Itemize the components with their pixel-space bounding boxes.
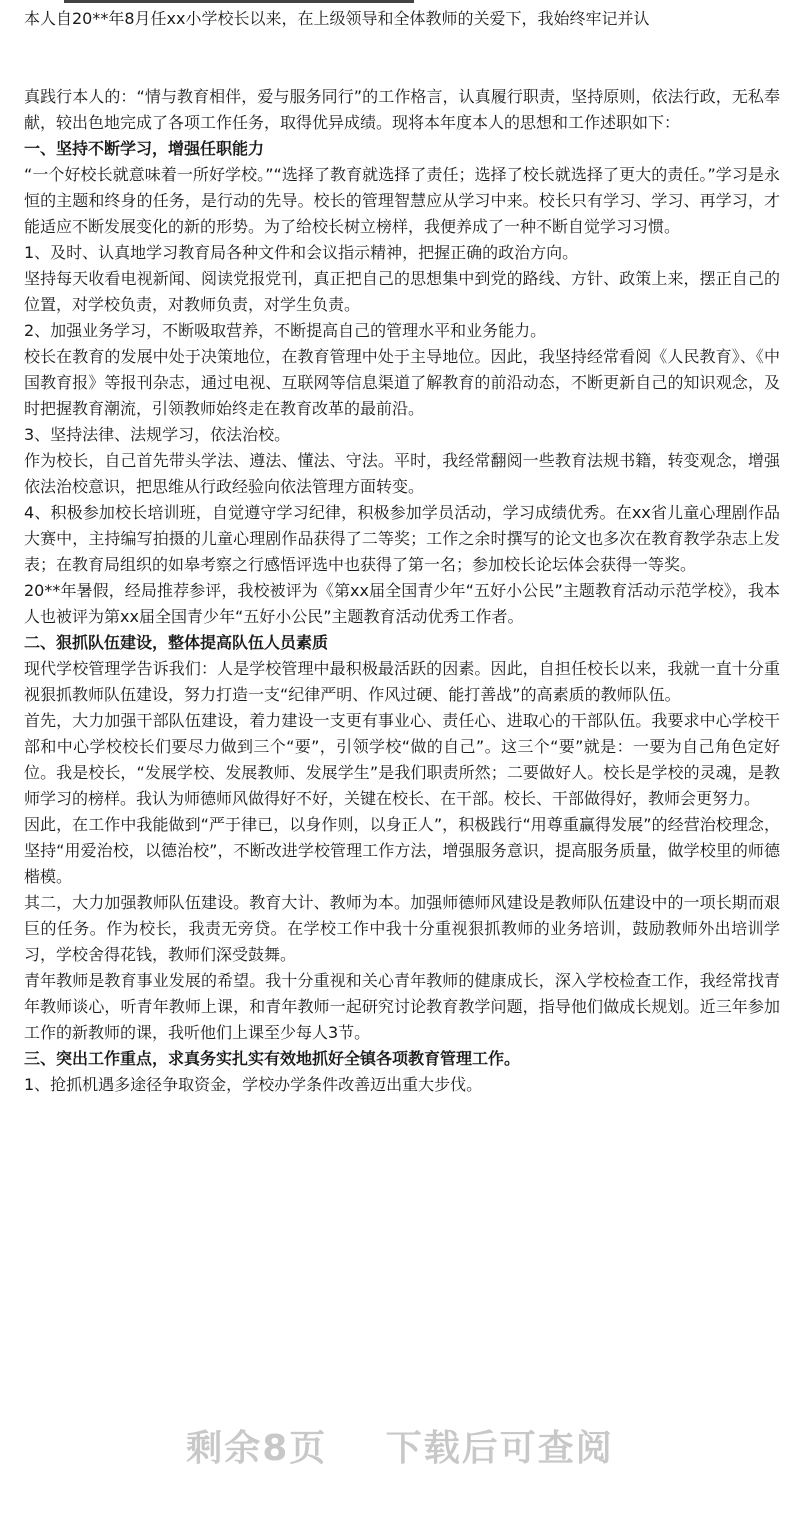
paragraph: 2、加强业务学习，不断吸取营养，不断提高自己的管理水平和业务能力。 [24,321,547,340]
download-to-view-label[interactable]: 下载后可查阅 [385,1428,614,1469]
paragraph: “一个好校长就意味着一所好学校。”“选择了教育就选择了责任；选择了校长就选择了更大的责任。”学习是永恒的主题和终身的任务，是行动的先导。校长的管理智慧应从学习中来。校长只有学习、学习、再学习，才能适应不断发展变化的新的形势。为了给校长树立榜样，我便养成了一种不断自觉学习习惯。 [24,165,780,236]
paragraph: 3、坚持法律、法规学习，依法治校。 [24,425,291,444]
spacer [24,32,780,84]
paragraph: 首先，大力加强干部队伍建设，着力建设一支更有事业心、责任心、进取心的干部队伍。我要求中心学校干部和中心学校校长们要尽力做到三个“要”，引领学校“做的自己”。这三个“要”就是：一要为自己角色定好位。我是校长，“发展学校、发展教师、发展学生”是我们职责所然；二要做好人。校长是学校的灵魂，是教师学习的榜样。我认为师德师风做得好不好，关键在校长、在干部。校长、干部做得好，教师会更努力。 [24,711,780,808]
download-prompt[interactable] [0,1420,800,1471]
section-heading: 二、狠抓队伍建设，整体提高队伍人员素质 [24,633,329,652]
paragraph: 4、积极参加校长培训班，自觉遵守学习纪律，积极参加学员活动，学习成绩优秀。在xx省儿童心理剧作品大赛中，主持编写拍摄的儿童心理剧作品获得了二等奖；工作之余时撰写的论文也多次在教育教学杂志上发表；在教育局组织的如皋考察之行感悟评选中也获得了第一名；参加校长论坛体会获得一等奖。 [24,503,780,574]
paragraph: 现代学校管理学告诉我们：人是学校管理中最积极最活跃的因素。因此，自担任校长以来，我就一直十分重视狠抓教师队伍建设，努力打造一支“纪律严明、作风过硬、能打善战”的高素质的教师队伍。 [24,659,780,704]
section-heading: 一、坚持不断学习，增强任职能力 [24,139,265,158]
paragraph: 真践行本人的：“情与教育相伴，爱与服务同行”的工作格言，认真履行职责，坚持原则，依法行政，无私奉献，较出色地完成了各项工作任务，取得优异成绩。现将本年度本人的思想和工作述职如下： [24,87,780,132]
paragraph: 20**年暑假，经局推荐参评，我校被评为《第xx届全国青少年“五好小公民”主题教育活动示范学校》，我本人也被评为第xx届全国青少年“五好小公民”主题教育活动优秀工作者。 [24,581,780,626]
paragraph: 坚持每天收看电视新闻、阅读党报党刊，真正把自己的思想集中到党的路线、方针、政策上来，摆正自己的位置，对学校负责，对教师负责，对学生负责。 [24,269,780,314]
paragraph: 青年教师是教育事业发展的希望。我十分重视和关心青年教师的健康成长，深入学校检查工作，我经常找青年教师谈心，听青年教师上课，和青年教师一起研究讨论教育教学问题，指导他们做成长规划。近三年参加工作的新教师的课，我听他们上课至少每人3节。 [24,971,780,1042]
paragraph: 作为校长，自己首先带头学法、遵法、懂法、守法。平时，我经常翻阅一些教育法规书籍，转变观念，增强依法治校意识，把思维从行政经验向依法管理方面转变。 [24,451,780,496]
paragraph: 本人自20**年8月任xx小学校长以来，在上级领导和全体教师的关爱下，我始终牢记并认 [24,9,650,28]
remaining-pages-label[interactable]: 剩余8页 [186,1428,328,1469]
section-heading: 三、突出工作重点，求真务实扎实有效地抓好全镇各项教育管理工作。 [24,1049,521,1068]
paragraph: 1、抢抓机遇多途径争取资金，学校办学条件改善迈出重大步伐。 [24,1075,483,1094]
paragraph: 其二，大力加强教师队伍建设。教育大计、教师为本。加强师德师风建设是教师队伍建设中的一项长期而艰巨的任务。作为校长，我责无旁贷。在学校工作中我十分重视狠抓教师的业务培训，鼓励教师外出培训学习，学校舍得花钱，教师们深受鼓舞。 [24,893,780,964]
paragraph: 校长在教育的发展中处于决策地位，在教育管理中处于主导地位。因此，我坚持经常看阅《人民教育》、《中国教育报》等报刊杂志，通过电视、互联网等信息渠道了解教育的前沿动态，不断更新自己的知识观念，及时把握教育潮流，引领教师始终走在教育改革的最前沿。 [24,347,780,418]
document-body [24,0,780,1098]
paragraph: 1、及时、认真地学习教育局各种文件和会议指示精神，把握正确的政治方向。 [24,243,579,262]
cropped-title-remnant [64,0,414,3]
paragraph: 因此，在工作中我能做到“严于律已，以身作则，以身正人”，积极践行“用尊重赢得发展”的经营治校理念，坚持“用爱治校，以德治校”，不断改进学校管理工作方法，增强服务意识，提高服务质量，做学校里的师德楷模。 [24,815,780,886]
